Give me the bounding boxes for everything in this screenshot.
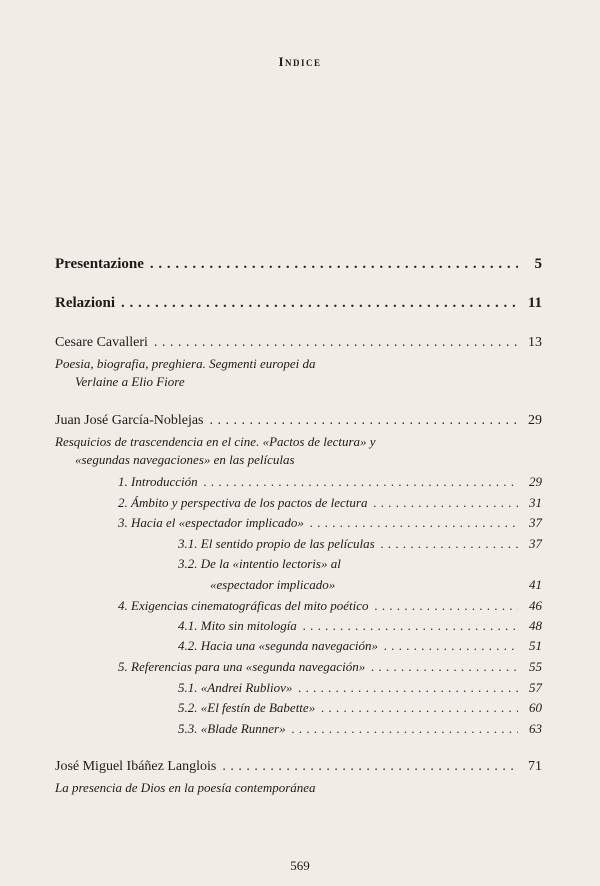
toc-subsection	[178, 721, 542, 737]
section-page: 37	[529, 515, 542, 530]
page-title: Indice	[278, 54, 322, 69]
toc-section	[118, 598, 542, 614]
section-page: 31	[529, 495, 542, 510]
section-label: 3.1. El sentido propio de las películas	[178, 536, 375, 551]
entry-title-line: Poesia, biografia, preghiera. Segmenti europei da	[55, 356, 316, 371]
toc-section	[118, 515, 542, 531]
section-page: 37	[529, 536, 542, 551]
entry-title-line: Verlaine a Elio Fiore	[75, 374, 185, 389]
entry-author: José Miguel Ibáñez Langlois	[55, 759, 217, 774]
toc-subsection	[178, 618, 542, 634]
entry-page: 5	[534, 256, 542, 272]
section-page: 60	[529, 700, 542, 715]
dot-leader	[154, 335, 518, 351]
dot-leader	[292, 721, 518, 737]
section-label: «espectador implicado»	[210, 577, 336, 592]
section-label: 4. Exigencias cinematográficas del mito poético	[118, 598, 369, 613]
section-page: 29	[529, 474, 542, 489]
entry-label: Presentazione	[55, 256, 144, 272]
section-page: 57	[529, 680, 542, 695]
toc-subsection	[178, 700, 542, 716]
dot-leader	[371, 659, 518, 675]
toc-subsection	[210, 577, 542, 593]
dot-leader	[222, 759, 518, 775]
dot-leader	[303, 618, 518, 634]
dot-leader	[384, 638, 518, 654]
entry-page: 11	[527, 295, 542, 311]
section-page: 48	[529, 618, 542, 633]
dot-leader	[298, 680, 518, 696]
section-label: 5. Referencias para una «segunda navegación»	[118, 659, 366, 674]
section-label: 5.1. «Andrei Rubliov»	[178, 680, 293, 695]
entry-title-line: Resquicios de trascendencia en el cine. «Pactos de lectura» y	[55, 434, 376, 449]
section-label: 5.3. «Blade Runner»	[178, 721, 286, 736]
entry-page: 29	[528, 413, 542, 428]
section-label: 2. Ámbito y perspectiva de los pactos de lectura	[118, 495, 368, 510]
section-label: 4.1. Mito sin mitología	[178, 618, 297, 633]
entry-page: 71	[528, 759, 542, 774]
dot-leader	[150, 256, 518, 273]
section-page: 55	[529, 659, 542, 674]
dot-leader	[321, 700, 518, 716]
page-number: 569	[290, 858, 310, 873]
toc-subsection	[178, 638, 542, 654]
toc-entry-ibanez	[55, 759, 542, 775]
toc-subsection	[178, 680, 542, 696]
section-page: 51	[529, 638, 542, 653]
entry-title-line: «segundas navegaciones» en las películas	[75, 452, 295, 467]
toc-entry-presentazione	[55, 256, 542, 273]
dot-leader	[375, 598, 518, 614]
dot-leader	[204, 474, 518, 490]
section-page: 41	[529, 577, 542, 592]
dot-leader	[381, 536, 518, 552]
toc-subsection	[178, 536, 542, 552]
section-page: 46	[529, 598, 542, 613]
section-label: 1. Introducción	[118, 474, 198, 489]
toc-entry-garcia	[55, 413, 542, 429]
toc-entry-cavalleri	[55, 335, 542, 351]
entry-author: Cesare Cavalleri	[55, 335, 148, 350]
dot-leader	[310, 515, 518, 531]
entry-title-line: La presencia de Dios en la poesía contemporánea	[55, 780, 316, 795]
toc-entry-relazioni	[55, 295, 542, 312]
entry-author: Juan José García-Noblejas	[55, 413, 204, 428]
toc-section	[118, 495, 542, 511]
entry-label: Relazioni	[55, 295, 115, 311]
dot-leader	[121, 295, 518, 312]
entry-page: 13	[528, 335, 542, 350]
dot-leader	[210, 413, 518, 429]
section-page: 63	[529, 721, 542, 736]
dot-leader	[373, 495, 518, 511]
toc-section	[118, 659, 542, 675]
section-label: 5.2. «El festín de Babette»	[178, 700, 316, 715]
section-label: 3.2. De la «intentio lectoris» al	[178, 556, 341, 571]
section-label: 3. Hacia el «espectador implicado»	[118, 515, 304, 530]
toc-section	[118, 474, 542, 490]
section-label: 4.2. Hacia una «segunda navegación»	[178, 638, 379, 653]
